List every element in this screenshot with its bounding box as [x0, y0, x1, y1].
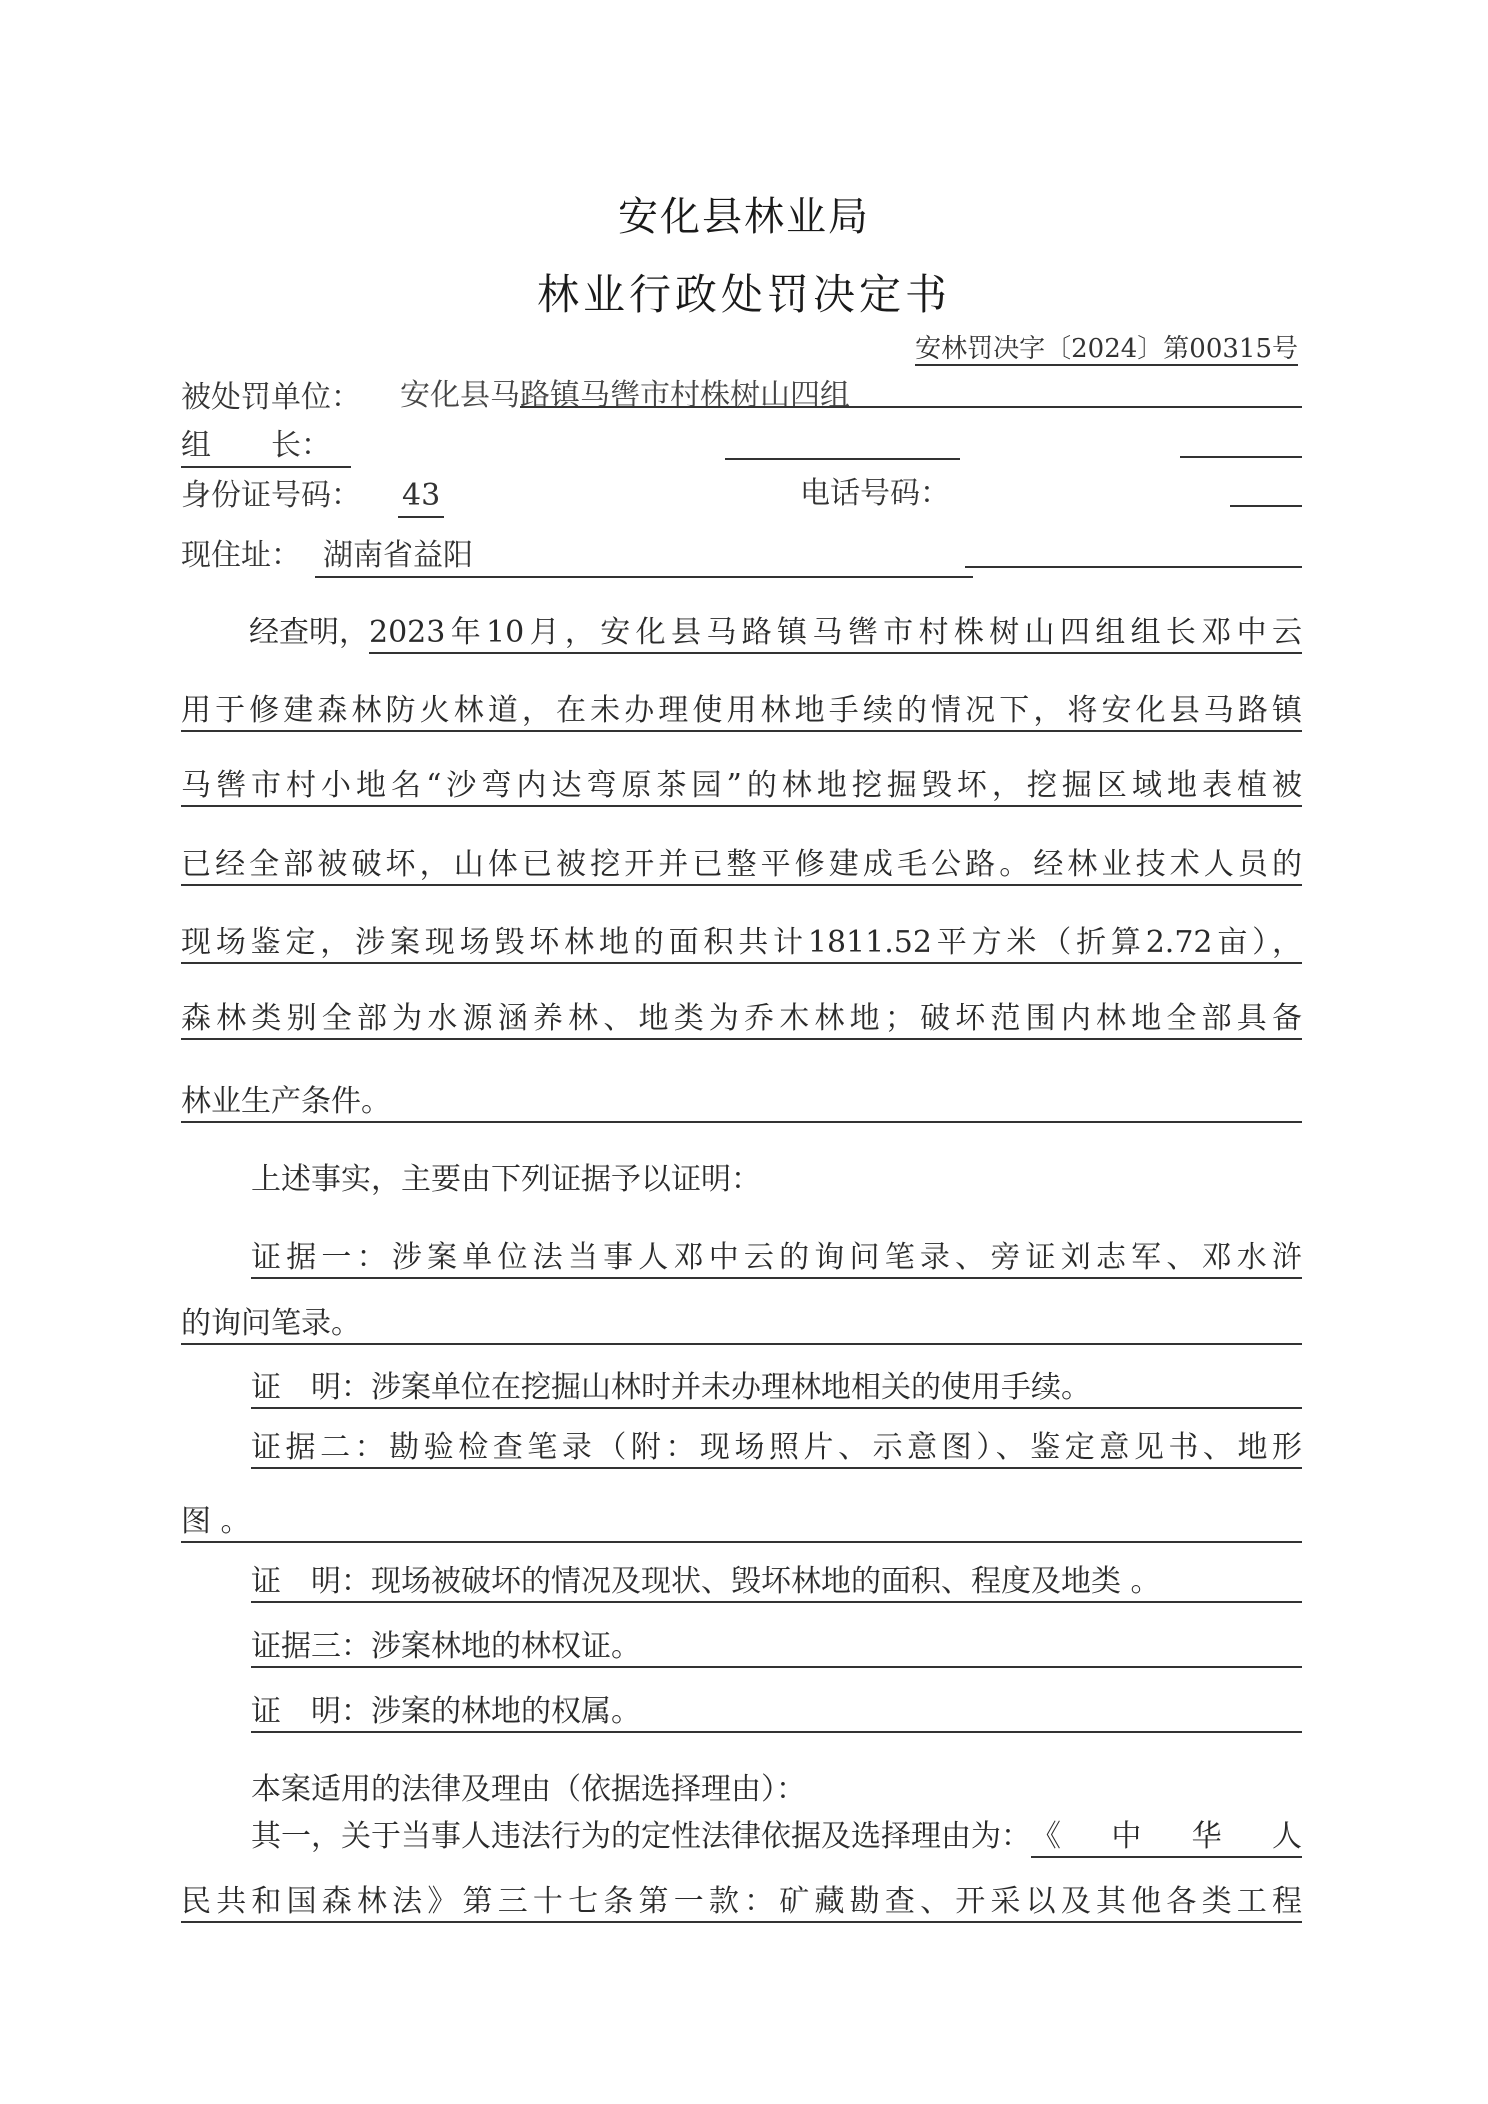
body-line-text: 上述事实，主要由下列证据予以证明： [251, 1162, 761, 1197]
body-line [181, 1501, 1302, 1543]
body-line-text: 《中华人 [1031, 1816, 1302, 1858]
body-line-text: 证据一：涉案单位法当事人邓中云的询问笔录、旁证刘志军、邓水浒 [251, 1237, 1302, 1279]
body-line [251, 1237, 1302, 1279]
document-number-text: 安林罚决字〔2024〕第00315号 [915, 334, 1298, 364]
body-line-text: 用于修建森林防火林道，在未办理使用林地手续的情况下，将安化县马路镇 [181, 690, 1302, 732]
body-line [181, 998, 1302, 1040]
body-line-text: 林业生产条件。 [181, 1081, 1302, 1123]
leader-underline [725, 458, 960, 460]
body-line [251, 1626, 1302, 1668]
id-value: 43 [398, 476, 444, 518]
body-line [181, 690, 1302, 732]
body-line [181, 922, 1302, 964]
body-line [251, 1427, 1302, 1469]
leader-underline-2 [1180, 456, 1302, 458]
body-line-text: 证 明：现场被破坏的情况及现状、毁坏林地的面积、程度及地类 。 [251, 1561, 1302, 1603]
body-line [251, 1691, 1302, 1733]
document-title: 林业行政处罚决定书 [536, 270, 951, 319]
document-number [915, 328, 1298, 365]
address-value: 湖南省益阳 [315, 536, 973, 578]
body-line [251, 1159, 1302, 1201]
body-line [181, 844, 1302, 886]
body-line [251, 1769, 1302, 1811]
body-line [249, 612, 1302, 654]
body-line-text: 森林类别全部为水源涵养林、地类为乔木林地；破坏范围内林地全部具备 [181, 998, 1302, 1040]
id-label: 身份证号码： [181, 478, 361, 513]
unit-underline [520, 406, 1302, 408]
body-line-text: 2023年10月，安化县马路镇马辔市村株树山四组组长邓中云 [369, 612, 1302, 654]
body-line-text: 证据二：勘验检查笔录（附：现场照片、示意图）、鉴定意见书、地形 [251, 1427, 1302, 1469]
body-line-prefix: 经查明， [249, 615, 369, 650]
body-line-text: 民共和国森林法》第三十七条第一款：矿藏勘查、开采以及其他各类工程 [181, 1881, 1302, 1923]
unit-label: 被处罚单位： [181, 380, 361, 415]
body-line-text: 的询问笔录。 [181, 1303, 1302, 1345]
body-line-text: 证 明：涉案单位在挖掘山林时并未办理林地相关的使用手续。 [251, 1367, 1302, 1409]
leader-label-underline [181, 466, 351, 468]
body-line [251, 1561, 1302, 1603]
phone-underline [1230, 505, 1302, 507]
body-line-text: 马辔市村小地名“沙弯内达弯原茶园”的林地挖掘毁坏，挖掘区域地表植被 [181, 765, 1302, 807]
body-line-text: 已经全部被破坏，山体已被挖开并已整平修建成毛公路。经林业技术人员的 [181, 844, 1302, 886]
address-label: 现住址： [181, 538, 301, 573]
body-line [181, 1881, 1302, 1923]
address-underline [965, 566, 1302, 568]
phone-label: 电话号码： [800, 476, 950, 511]
body-line-text: 证 明：涉案的林地的权属。 [251, 1691, 1302, 1733]
body-line [181, 765, 1302, 807]
body-line-text: 证据三：涉案林地的林权证。 [251, 1626, 1302, 1668]
agency-title: 安化县林业局 [618, 194, 870, 240]
body-line [251, 1367, 1302, 1409]
body-line [181, 1081, 1302, 1123]
body-line-text: 现场鉴定，涉案现场毁坏林地的面积共计1811.52平方米（折算2.72亩）， [181, 922, 1302, 964]
body-line-text: 本案适用的法律及理由（依据选择理由）： [251, 1772, 806, 1807]
body-line [181, 1303, 1302, 1345]
body-line [251, 1816, 1302, 1858]
leader-label: 组 长： [181, 428, 331, 463]
unit-value: 安化县马路镇马辔市村株树山四组 [400, 378, 850, 413]
body-line-prefix: 其一，关于当事人违法行为的定性法律依据及选择理由为： [251, 1819, 1031, 1854]
body-line-text: 图 。 [181, 1501, 1302, 1543]
